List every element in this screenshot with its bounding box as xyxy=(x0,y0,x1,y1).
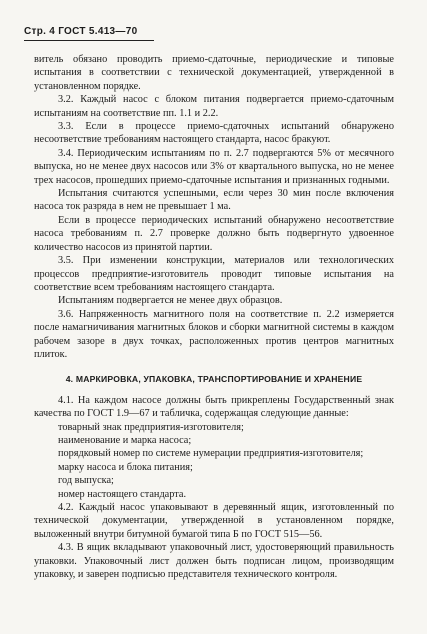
list-item: год выпуска; xyxy=(58,475,114,487)
section-title: 4. МАРКИРОВКА, УПАКОВКА, ТРАНСПОРТИРОВАНИЕ И ХРАНЕНИЕ xyxy=(65,374,363,385)
paragraph: Испытаниям подвергается не менее двух образцов. xyxy=(58,295,283,307)
list-item: номер настоящего стандарта. xyxy=(58,488,187,500)
paragraph: витель обязано проводить приемо-сдаточные, периодические и типовые испытания в соответствии с технической документацией, утвержденной в установленном порядке. xyxy=(34,54,394,92)
paragraph: 3.2. Каждый насос с блоком питания подвергается приемо-сдаточным испытаниям на соответствие пп. 1.1 и 2.2. xyxy=(34,94,394,119)
paragraph: 4.1. На каждом насосе должны быть прикреплены Государственный знак качества по ГОСТ 1.9—67 и табличка, содержащая следующие данные: xyxy=(34,394,394,420)
list-item: марку насоса и блока питания; xyxy=(58,461,193,473)
paragraph: 3.6. Напряженность магнитного поля на соответствие п. 2.2 измеряется после намагничивания магнитных блоков и сборки магнитной системы в каждом рабочем зазоре в двух точках, расположенных против центров магнитных плиток. xyxy=(34,308,394,360)
list-item: наименование и марка насоса; xyxy=(58,434,192,446)
paragraph: 3.3. Если в процессе приемо-сдаточных испытаний обнаружено несоответствие требованиям настоящего стандарта, насос бракуют. xyxy=(34,121,394,146)
document-body xyxy=(34,53,394,581)
paragraph: Если в процессе периодических испытаний обнаружено несоответствие насоса требованиям п. 2.7 проверке должно быть подвергнуто удвоенное количество насосов из принятой партии. xyxy=(34,214,394,253)
paragraph: Испытания считаются успешными, если через 30 мин после включения насоса ток разряда в нем не превышает 1 ма. xyxy=(34,188,394,213)
page-header-text: Стр. 4 ГОСТ 5.413—70 xyxy=(24,26,138,37)
paragraph: 3.5. При изменении конструкции, материалов или технологических процессов предприятие-изготовитель проводит типовые испытания на соответствие всем требованиям настоящего стандарта. xyxy=(34,255,394,293)
list-item: порядковый номер по системе нумерации предприятия-изготовителя; xyxy=(58,448,364,460)
paragraph: 4.3. В ящик вкладывают упаковочный лист, удостоверяющий правильность упаковки. Упаковочный лист должен быть подписан лицом, производящим упаковку, и заверен подписью представителя технического контроля. xyxy=(34,542,394,581)
header-rule xyxy=(24,40,154,41)
paragraph: 3.4. Периодическим испытаниям по п. 2.7 подвергаются 5% от месячного выпуска, но не менее двух насосов или 3% от квартального выпуска, но не менее трех насосов, прошедших приемо-сдаточные испытания и признанных годными. xyxy=(34,147,394,186)
list-item: товарный знак предприятия-изготовителя; xyxy=(58,421,244,433)
paragraph: 4.2. Каждый насос упаковывают в деревянный ящик, изготовленный по технической документации, утвержденной в установленном порядке, выложенный внутри битумной бумагой типа Б по ГОСТ 515—56. xyxy=(34,502,394,540)
page-header xyxy=(24,26,154,41)
